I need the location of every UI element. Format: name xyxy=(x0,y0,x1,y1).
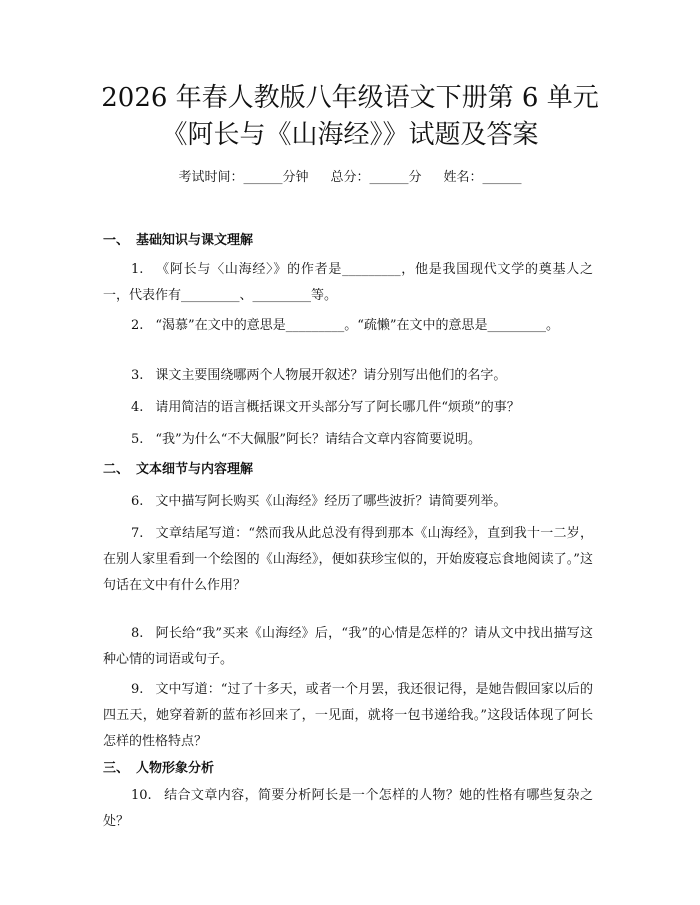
question-text: “渴慕”在文中的意思是_________。“疏懒”在文中的意思是_________。 xyxy=(155,318,559,333)
question-number: 5. xyxy=(131,432,144,447)
question-text: 《阿长与〈山海经〉》的作者是_________，他是我国现代文学的奠基人之一，代表作有_________、_________等。 xyxy=(103,262,593,303)
exam-score: 总分：______分 xyxy=(330,170,422,185)
question-number: 7. xyxy=(131,526,144,541)
question-text: 请用简洁的语言概括课文开头部分写了阿长哪几件“烦琐”的事？ xyxy=(155,400,520,415)
question-number: 6. xyxy=(131,494,144,509)
question-item xyxy=(103,677,593,755)
section-number: 二、 xyxy=(103,462,130,477)
section-heading xyxy=(103,759,214,779)
section-number: 一、 xyxy=(103,233,130,248)
question-item xyxy=(103,521,593,599)
page-title-line1: 2026 年春人教版八年级语文下册第 6 单元 xyxy=(101,83,599,113)
question-text: 文中描写阿长购买《山海经》经历了哪些波折？请简要列举。 xyxy=(155,494,507,509)
question-item xyxy=(103,489,593,515)
question-number: 1. xyxy=(131,262,144,277)
question-number: 2. xyxy=(131,318,144,333)
question-number: 3. xyxy=(131,368,144,383)
question-number: 4. xyxy=(131,400,144,415)
section-heading xyxy=(103,460,253,480)
section-number: 三、 xyxy=(103,761,130,776)
question-text: 阿长给“我”买来《山海经》后，“我”的心情是怎样的？请从文中找出描写这种心情的词语或句子。 xyxy=(103,626,593,667)
section-title: 基础知识与课文理解 xyxy=(136,233,254,248)
question-text: “我”为什么“不大佩服”阿长？请结合文章内容简要说明。 xyxy=(155,432,481,447)
section-heading xyxy=(103,231,253,251)
page-title-line2: 《阿长与《山海经》》试题及答案 xyxy=(161,120,539,150)
question-number: 8. xyxy=(131,626,144,641)
question-text: 文中写道：“过了十多天，或者一个月罢，我还很记得，是她告假回家以后的四五天，她穿着新的蓝布衫回来了，一见面，就将一包书递给我。”这段话体现了阿长怎样的性格特点？ xyxy=(103,682,593,749)
question-item xyxy=(103,621,593,673)
question-text: 结合文章内容，简要分析阿长是一个怎样的人物？她的性格有哪些复杂之处？ xyxy=(103,788,593,829)
question-number: 9. xyxy=(131,682,144,697)
section-title: 文本细节与内容理解 xyxy=(136,462,254,477)
question-text: 文章结尾写道：“然而我从此总没有得到那本《山海经》，直到我十一二岁，在别人家里看到一个绘图的《山海经》，便如获珍宝似的，开始废寝忘食地阅读了。”这句话在文中有什么作用？ xyxy=(103,526,593,593)
question-item xyxy=(103,257,593,309)
question-text: 课文主要围绕哪两个人物展开叙述？请分别写出他们的名字。 xyxy=(155,368,507,383)
exam-name: 姓名：______ xyxy=(443,170,522,185)
question-number: 10. xyxy=(131,788,152,803)
question-item xyxy=(103,395,593,421)
exam-info xyxy=(0,168,700,188)
section-title: 人物形象分析 xyxy=(136,761,215,776)
question-item xyxy=(103,313,593,339)
exam-time: 考试时间：______分钟 xyxy=(178,170,309,185)
question-item xyxy=(103,783,593,835)
question-item xyxy=(103,427,593,453)
question-item xyxy=(103,363,593,389)
